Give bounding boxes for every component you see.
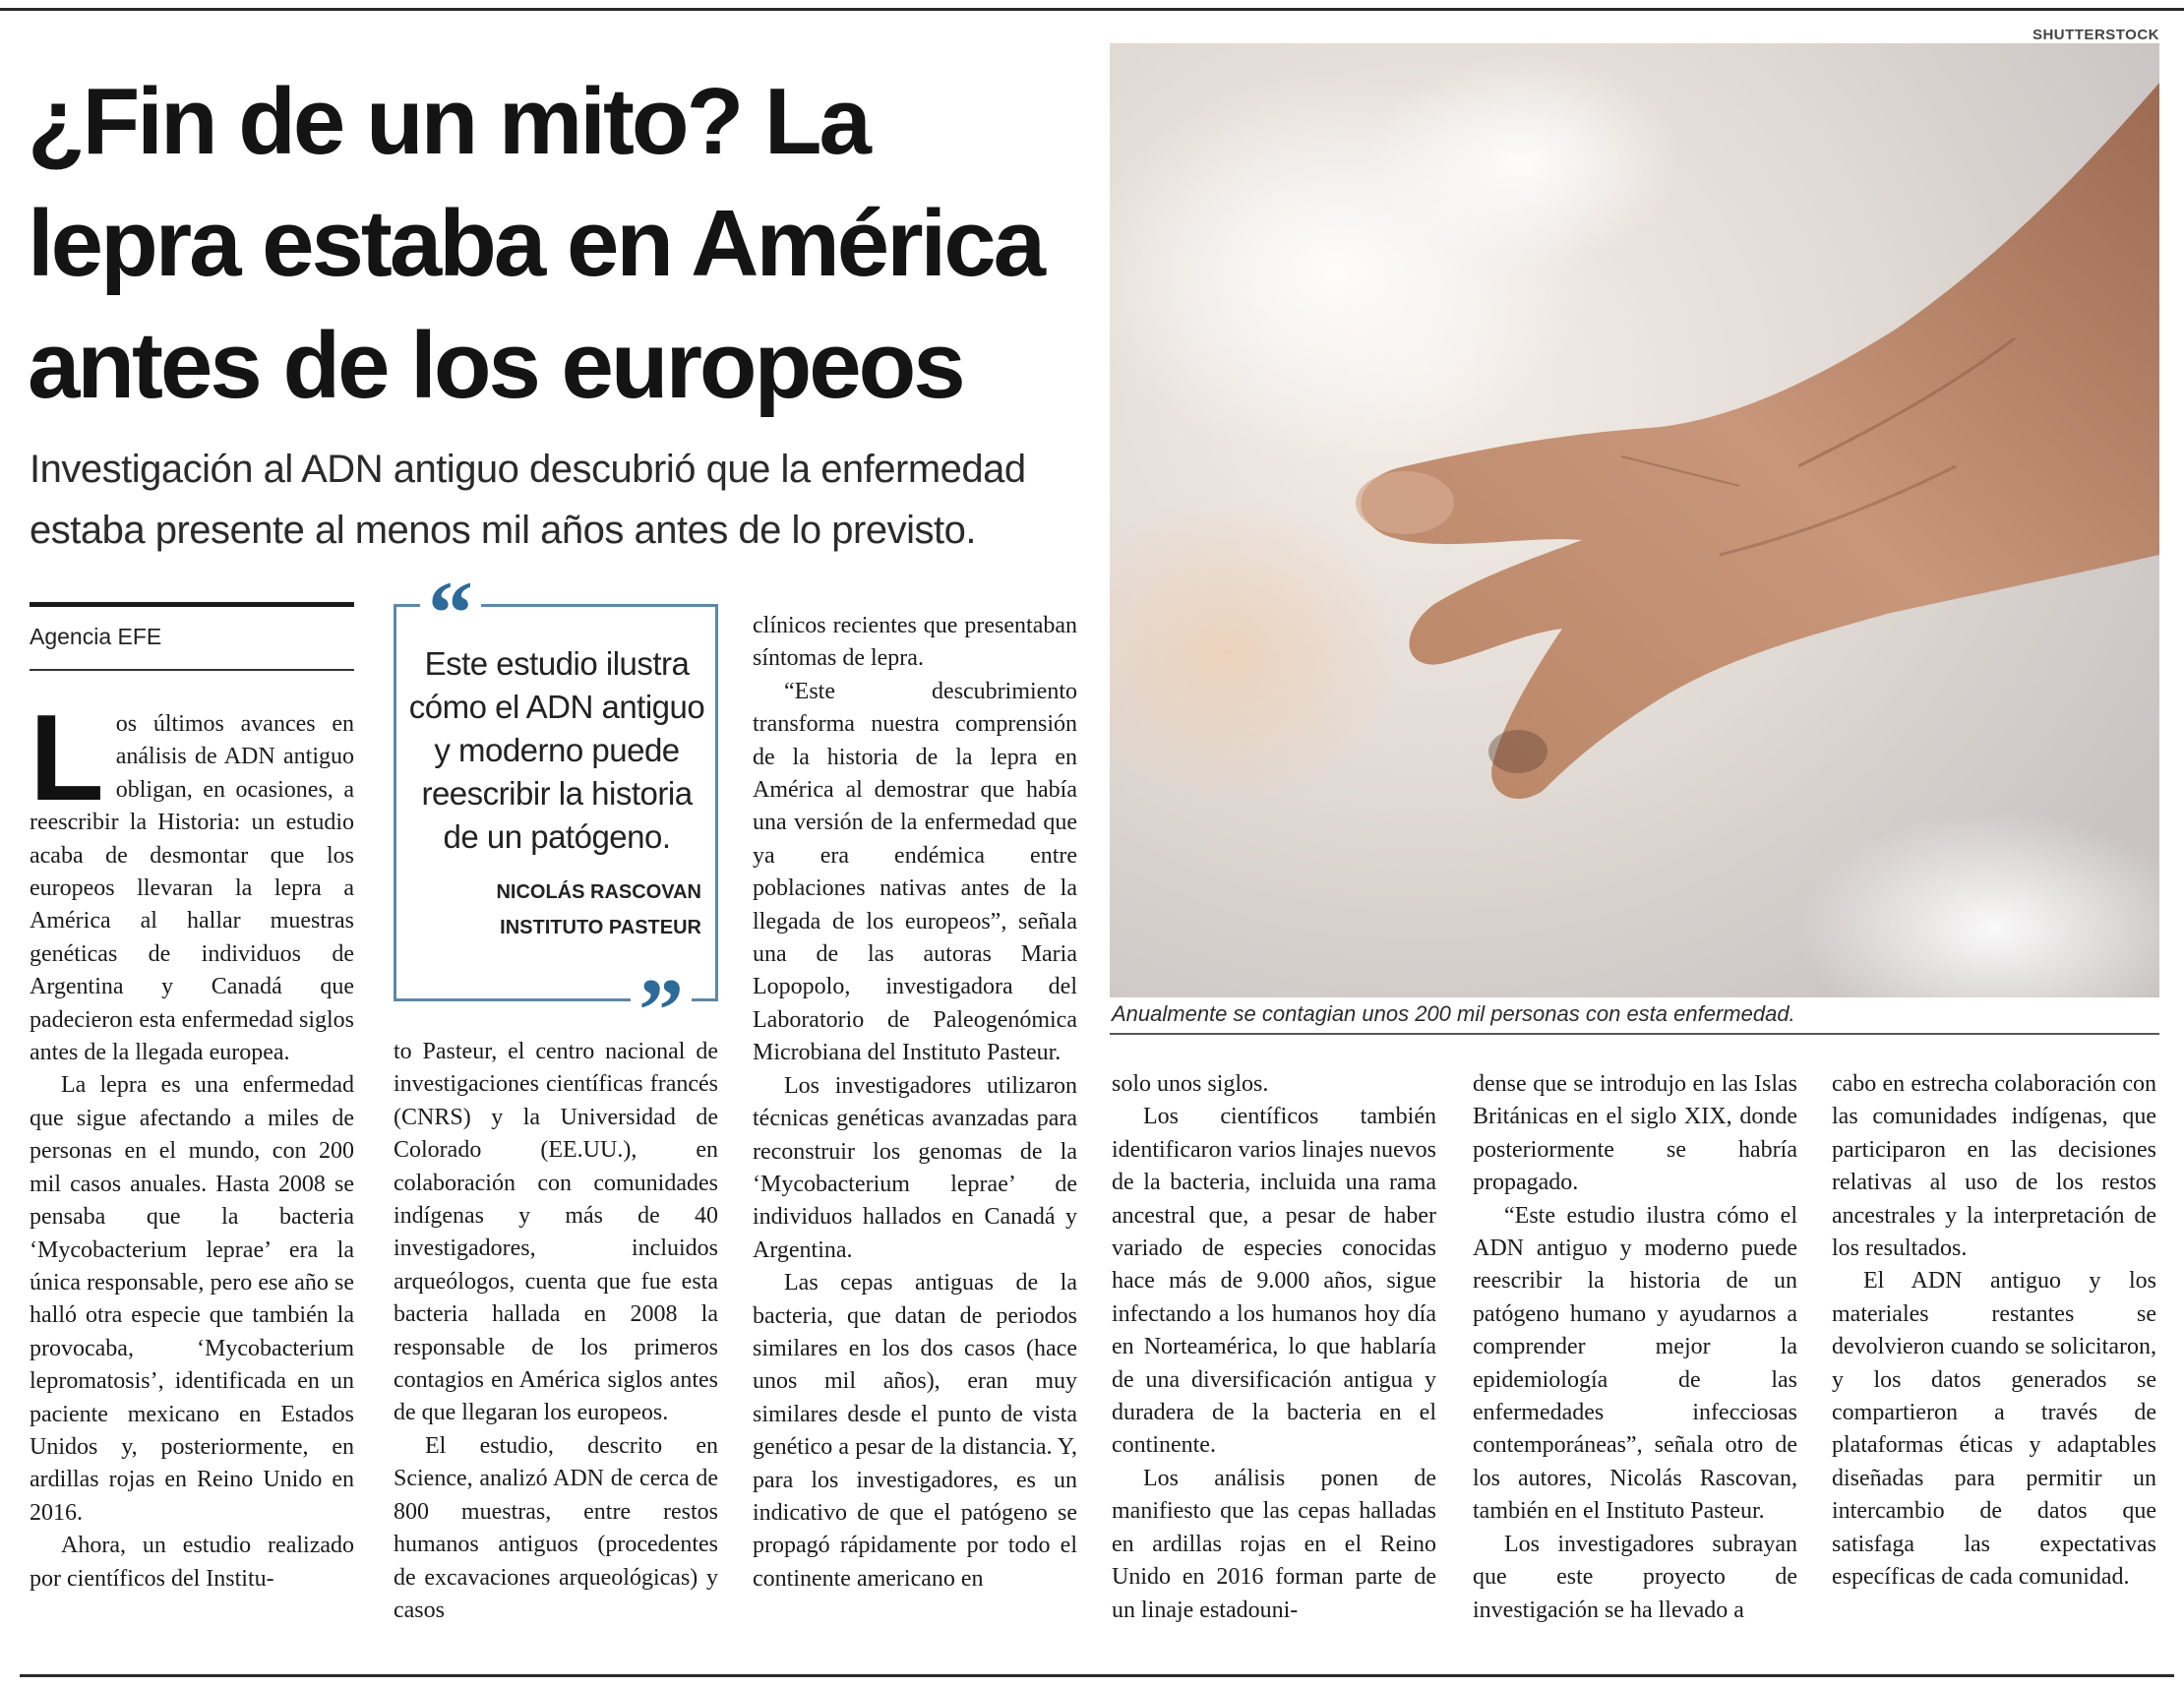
headline: ¿Fin de un mito? La lepra estaba en América antes de los europeos xyxy=(28,69,1043,418)
article-photo xyxy=(1110,43,2159,997)
column-3 xyxy=(753,610,1077,1596)
photo-credit: SHUTTERSTOCK xyxy=(2032,27,2159,43)
dropcap: L xyxy=(30,691,104,826)
paragraph: dense que se introdujo en las Islas Británicas en el siglo XIX, donde posteriormente se habría propagado. xyxy=(1473,1071,1797,1196)
paragraph: to Pasteur, el centro nacional de investigaciones científicas francés (CNRS) y la Universidad de Colorado (EE.UU.), en colaboración con comunidades indígenas y más de 40 investigadores, incluidos arqueólogos, cuenta que fue esta bacteria hallada en 2008 la responsable de los primeros contagios en América siglos antes de que llegaran los europeos. xyxy=(394,1039,718,1426)
subheadline: Investigación al ADN antiguo descubrió que la enfermedad estaba presente al menos mil años antes de lo previsto. xyxy=(30,448,1026,552)
paragraph: “Este descubrimiento transforma nuestra comprensión de la historia de la lepra en América al demostrar que había una versión de la enfermedad que ya era endémica entre poblaciones nativas antes de la llegada de los europeos”, señala una de las autoras Maria Lopopolo, investigadora del Laboratorio de Paleogenómica Microbiana del Instituto Pasteur. xyxy=(753,678,1077,1066)
paragraph: Los investigadores subrayan que este proyecto de investigación se ha llevado a xyxy=(1473,1531,1797,1623)
byline-rule-bottom xyxy=(30,669,354,671)
photo-caption: Anualmente se contagian unos 200 mil personas con esta enfermedad. xyxy=(1112,1001,1795,1026)
hand-photo-illustration xyxy=(1110,43,2159,997)
open-quote-icon: “ xyxy=(420,583,481,627)
paragraph: Ahora, un estudio realizado por científicos del Institu- xyxy=(30,1533,354,1592)
caption-rule xyxy=(1110,1033,2159,1035)
paragraph: Los investigadores utilizaron técnicas genéticas avanzadas para reconstruir los genomas de la ‘Mycobacterium leprae’ de individuos hallados en Canadá y Argentina. xyxy=(753,1072,1077,1263)
paragraph: El ADN antiguo y los materiales restantes se devolvieron cuando se solicitaron, y los datos generados se compartieron a través de plataformas éticas y adaptables diseñadas para permitir un intercambio de datos que satisfaga las expectativas específicas de cada comunidad. xyxy=(1832,1268,2156,1591)
column-6 xyxy=(1832,1068,2156,1595)
paragraph xyxy=(30,691,354,1069)
byline-rule-top xyxy=(30,602,354,607)
paragraph: Los análisis ponen de manifiesto que las cepas halladas en ardillas rojas en el Reino Unido en 2016 forman parte de un linaje estadouni- xyxy=(1112,1465,1436,1623)
column-5 xyxy=(1473,1068,1797,1627)
paragraph: solo unos siglos. xyxy=(1112,1071,1269,1097)
column-1 xyxy=(30,691,354,1596)
top-rule xyxy=(0,8,2184,11)
column-4 xyxy=(1112,1068,1436,1627)
paragraph: Las cepas antiguas de la bacteria, que datan de periodos similares en los dos casos (hace unos mil años), eran muy similares desde el punto de vista genético a pesar de la distancia. Y, para los investigadores, es un indicativo de que el patógeno se propagó rápidamente por todo el continente americano en xyxy=(753,1270,1077,1592)
paragraph: Los científicos también identificaron varios linajes nuevos de la bacteria, incluida una rama ancestral que, a pesar de haber variado de especies conocidas hace más de 9.000 años, sigue infectando a los humanos hoy día en Norteamérica, lo que hablaría de una diversificación antigua y duradera de la bacteria en el continente. xyxy=(1112,1104,1436,1459)
paragraph: El estudio, descrito en Science, analizó ADN de cerca de 800 muestras, entre restos humanos antiguos (procedentes de excavaciones arqueológicas) y casos xyxy=(394,1432,718,1623)
paragraph-text: os últimos avances en análisis de ADN antiguo obligan, en ocasiones, a reescribir la Historia: un estudio acaba de desmontar que los europeos llevaran la lepra a América al hallar muestras genéticas de individuos de Argentina y Canadá que padecieron esta enfermedad siglos antes de la llegada europea. xyxy=(30,711,354,1066)
paragraph: clínicos recientes que presentaban síntomas de lepra. xyxy=(753,613,1077,672)
pull-quote-attribution xyxy=(496,874,701,945)
pull-quote-affiliation: INSTITUTO PASTEUR xyxy=(500,917,701,938)
pull-quote-author: NICOLÁS RASCOVAN xyxy=(496,881,701,903)
pull-quote xyxy=(394,563,718,1060)
pull-quote-text: Este estudio ilustra cómo el ADN antiguo y moderno puede reescribir la historia de un patógeno. xyxy=(408,645,705,855)
paragraph: La lepra es una enfermedad que sigue afectando a miles de personas en el mundo, con 200 mil casos anuales. Hasta 2008 se pensaba que la bacteria ‘Mycobacterium leprae’ era la única responsable, pero ese año se halló otra especie que también la provocaba, ‘Mycobacterium lepromatosis’, identificada en un paciente mexicano en Estados Unidos y, posteriormente, en ardillas rojas en Reino Unido en 2016. xyxy=(30,1072,354,1526)
column-2 xyxy=(394,1036,718,1627)
paragraph: cabo en estrecha colaboración con las comunidades indígenas, que participaron en las decisiones relativas al uso de los restos ancestrales y la interpretación de los resultados. xyxy=(1832,1071,2156,1262)
paragraph: “Este estudio ilustra cómo el ADN antiguo y moderno puede reescribir la historia de un patógeno humano y ayudarnos a comprender mejor la epidemiología de las enfermedades infecciosas contemporáneas”, señala otro de los autores, Nicolás Rascovan, también en el Instituto Pasteur. xyxy=(1473,1202,1797,1525)
bottom-rule xyxy=(20,1674,2174,1677)
close-quote-icon: ” xyxy=(631,981,692,1024)
byline: Agencia EFE xyxy=(30,624,162,649)
